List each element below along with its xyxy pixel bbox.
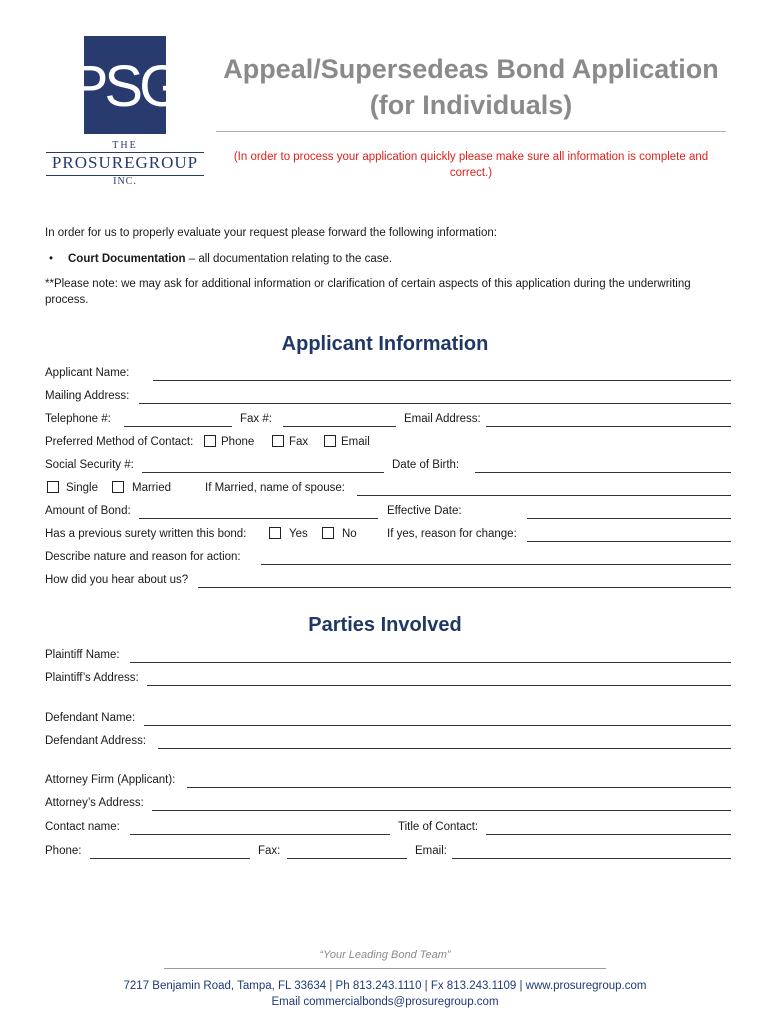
applicant-heading: Applicant Information <box>281 333 489 355</box>
footer-tagline: “Your Leading Bond Team” <box>319 949 451 961</box>
completeness-note-line2: correct.) <box>449 167 493 179</box>
contact-name-field[interactable] <box>130 834 390 835</box>
contact-phone-label: Phone <box>221 436 255 448</box>
contact-phone-checkbox[interactable] <box>204 435 216 447</box>
attorney-fax-label: Fax: <box>258 845 281 857</box>
attorney-phone-label: Phone: <box>45 845 82 857</box>
previous-surety-yes-checkbox[interactable] <box>269 527 281 539</box>
single-checkbox[interactable] <box>47 481 59 493</box>
attorney-email-label: Email: <box>415 845 447 857</box>
email-address-field[interactable] <box>486 426 731 427</box>
spouse-label: If Married, name of spouse: <box>205 482 345 494</box>
page-title-line2: (for Individuals) <box>369 90 573 120</box>
telephone-label: Telephone #: <box>45 413 111 425</box>
married-checkbox[interactable] <box>112 481 124 493</box>
effective-date-field[interactable] <box>527 518 731 519</box>
married-label: Married <box>132 482 171 494</box>
mailing-address-label: Mailing Address: <box>45 390 130 402</box>
previous-surety-label: Has a previous surety written this bond: <box>45 528 247 540</box>
spouse-field[interactable] <box>357 495 731 496</box>
applicant-name-field[interactable] <box>153 380 731 381</box>
footer-address: 7217 Benjamin Road, Tampa, FL 33634 | Ph 813.243.1110 | Fx 813.243.1109 | www.prosuregroup.com <box>123 980 647 992</box>
contact-name-label: Contact name: <box>45 821 120 833</box>
defendant-name-field[interactable] <box>144 725 731 726</box>
parties-heading: Parties Involved <box>308 614 462 636</box>
plaintiff-name-field[interactable] <box>130 662 731 663</box>
attorney-fax-field[interactable] <box>287 858 407 859</box>
logo-inc: INC. <box>113 176 137 187</box>
defendant-address-label: Defendant Address: <box>45 735 147 747</box>
completeness-note-line1: (In order to process your application quickly please make sure all information is complete and <box>233 151 709 163</box>
ssn-label: Social Security #: <box>45 459 134 471</box>
describe-action-field[interactable] <box>261 564 731 565</box>
bullet-item <box>68 252 392 266</box>
underwriting-note-line2: process. <box>45 294 89 306</box>
attorney-email-field[interactable] <box>452 858 731 859</box>
title-of-contact-field[interactable] <box>486 834 731 835</box>
single-label: Single <box>66 482 98 494</box>
ssn-field[interactable] <box>142 472 384 473</box>
underwriting-note-line1: **Please note: we may ask for additional information or clarification of certain aspects of this application during the underwriting <box>45 278 691 290</box>
fax-label: Fax #: <box>240 413 272 425</box>
dob-field[interactable] <box>475 472 731 473</box>
email-address-label: Email Address: <box>404 413 481 425</box>
logo-company-name: PROSUREGROUP <box>51 153 199 172</box>
dob-label: Date of Birth: <box>392 459 460 471</box>
reason-change-field[interactable] <box>527 541 731 542</box>
plaintiff-address-field[interactable] <box>147 685 731 686</box>
intro-text: In order for us to properly evaluate your request please forward the following information: <box>45 227 497 239</box>
fax-field[interactable] <box>283 426 396 427</box>
reason-change-label: If yes, reason for change: <box>387 528 517 540</box>
previous-surety-no-checkbox[interactable] <box>322 527 334 539</box>
describe-action-label: Describe nature and reason for action: <box>45 551 241 563</box>
previous-surety-yes-label: Yes <box>289 528 308 540</box>
bullet-rest: – all documentation relating to the case. <box>185 253 393 265</box>
psg-monogram-icon <box>69 36 181 134</box>
bullet-dot: • <box>49 253 54 265</box>
previous-surety-no-label: No <box>342 528 357 540</box>
page-title-line1: Appeal/Supersedeas Bond Application <box>223 54 719 84</box>
contact-fax-label: Fax <box>289 436 309 448</box>
title-divider <box>216 131 726 132</box>
mailing-address-field[interactable] <box>139 403 731 404</box>
effective-date-label: Effective Date: <box>387 505 462 517</box>
applicant-name-label: Applicant Name: <box>45 367 130 379</box>
svg-text:PSG: PSG <box>69 54 181 119</box>
bond-amount-label: Amount of Bond: <box>45 505 131 517</box>
heard-about-field[interactable] <box>198 587 731 588</box>
attorney-address-label: Attorney’s Address: <box>45 797 144 809</box>
title-of-contact-label: Title of Contact: <box>398 821 479 833</box>
attorney-firm-label: Attorney Firm (Applicant): <box>45 774 176 786</box>
plaintiff-name-label: Plaintiff Name: <box>45 649 120 661</box>
defendant-address-field[interactable] <box>158 748 731 749</box>
preferred-contact-label: Preferred Method of Contact: <box>45 436 194 448</box>
contact-email-checkbox[interactable] <box>324 435 336 447</box>
bond-amount-field[interactable] <box>139 518 378 519</box>
defendant-name-label: Defendant Name: <box>45 712 136 724</box>
attorney-address-field[interactable] <box>152 810 731 811</box>
footer-email: Email commercialbonds@prosuregroup.com <box>271 996 499 1008</box>
contact-email-label: Email <box>341 436 370 448</box>
attorney-phone-field[interactable] <box>90 858 250 859</box>
contact-fax-checkbox[interactable] <box>272 435 284 447</box>
prosure-group-logo <box>40 36 210 188</box>
attorney-firm-field[interactable] <box>187 787 731 788</box>
plaintiff-address-label: Plaintiff’s Address: <box>45 672 139 684</box>
bullet-bold: Court Documentation <box>68 253 186 265</box>
footer-divider <box>164 968 606 969</box>
telephone-field[interactable] <box>124 426 232 427</box>
logo-the: THE <box>112 140 138 151</box>
heard-about-label: How did you hear about us? <box>45 574 189 586</box>
